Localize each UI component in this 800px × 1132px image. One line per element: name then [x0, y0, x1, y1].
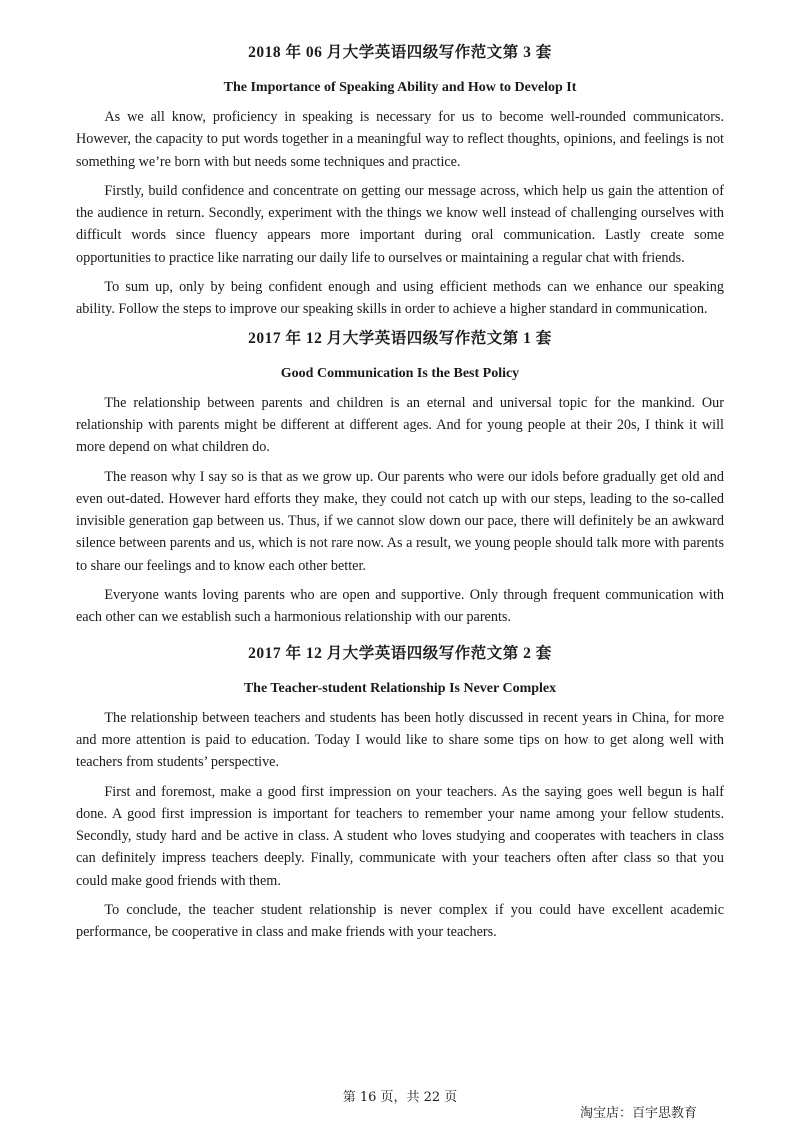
essay-paragraph: The relationship between teachers and students has been hotly discussed in recent years in China, for more and more attention is paid to education. Today I would like to share some tips on how to get along well with teachers from students’ perspective. [76, 709, 724, 771]
shop-watermark: 淘宝店：百宇思教育 [580, 1106, 698, 1121]
essay-paragraph: The relationship between parents and children is an eternal and universal topic for the mankind. Our relationship with parents might be different at different ages. And for young people at their 20s, I think it will more depend on what children do. [76, 394, 724, 456]
essay-title: Good Communication Is the Best Policy [280, 365, 520, 381]
essay-3 [76, 643, 724, 944]
essay-paragraph: Everyone wants loving parents who are open and supportive. Only through frequent communication with each other can we establish such a harmonious relationship with our parents. [76, 587, 724, 626]
essay-paragraph: The reason why I say so is that as we grow up. Our parents who were our idols before gradually get old and even out-dated. However hard efforts they make, they could not catch up with our steps, leading to the so-called invisible generation gap between us. Thus, if we cannot slow down our pace, there will definitely be an awkward silence between parents and us, which is not rare now. As a result, we young people should talk more with parents to share our feelings and to know each other better. [76, 468, 724, 574]
essay-paragraph: To conclude, the teacher student relationship is never complex if you could have excellent academic performance, be cooperative in class and make friends with your teachers. [76, 902, 724, 941]
essay-2 [76, 328, 724, 629]
essay-paragraph: As we all know, proficiency in speaking is necessary for us to become well-rounded communicators. However, the capacity to put words together in a meaningful way to reflect thoughts, opinions, and feelings is not something we’re born with but needs some techniques and practice. [76, 109, 724, 170]
essay-paragraph: Firstly, build confidence and concentrate on getting our message across, which help us gain the attention of the audience in return. Secondly, experiment with the things we know well instead of challenging ourselves with difficult words since fluency appears more important during oral communication. Lastly create some opportunities to practice like narrating our daily life to ourselves or maintaining a regular chat with friends. [76, 182, 724, 266]
essay-1 [76, 42, 724, 321]
document-page [76, 42, 724, 951]
page-number: 第 16 页，共 22 页 [342, 1090, 458, 1105]
essay-title: The Importance of Speaking Ability and How to Develop It [223, 80, 577, 95]
essay-title: The Teacher-student Relationship Is Never Complex [243, 680, 557, 696]
essay-heading: 2017 年 12 月大学英语四级写作范文第 1 套 [248, 329, 552, 347]
essay-heading: 2018 年 06 月大学英语四级写作范文第 3 套 [248, 44, 552, 61]
essay-paragraph: To sum up, only by being confident enough and using efficient methods can we enhance our speaking ability. Follow the steps to improve our speaking skills in order to achieve a higher standard in communication. [76, 279, 724, 318]
essay-paragraph: First and foremost, make a good first impression on your teachers. As the saying goes well begun is half done. A good first impression is important for teachers to remember your name among your fellow students. Secondly, study hard and be active in class. A student who loves studying and cooperates with teachers in class can definitely impress teachers deeply. Finally, communicate with your teachers often after class so that you could make good friends with them. [76, 783, 724, 889]
essay-heading: 2017 年 12 月大学英语四级写作范文第 2 套 [248, 644, 552, 662]
